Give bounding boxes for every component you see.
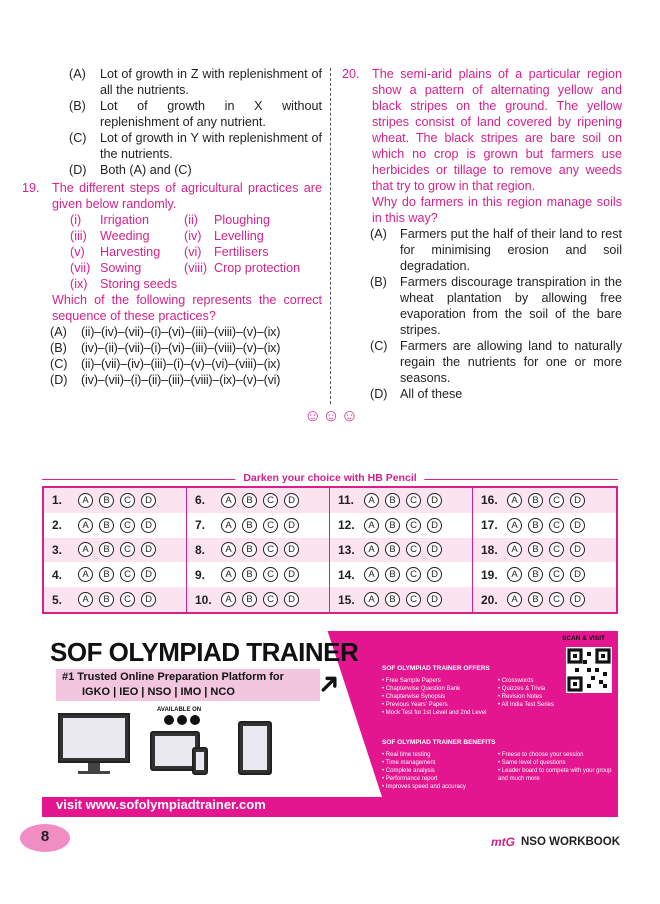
answer-cell bbox=[187, 587, 330, 612]
page-number: 8 bbox=[40, 828, 50, 845]
banner-brand: SOF OLYMPIAD TRAINER bbox=[50, 637, 359, 667]
benefit-item: • Complete analysis bbox=[382, 767, 466, 775]
answer-number: 8. bbox=[195, 542, 206, 557]
answer-cell bbox=[330, 587, 473, 612]
question-19-stem: 19. The different steps of agricultural practices are given below randomly. bbox=[22, 181, 322, 211]
step-num: (iv) bbox=[184, 229, 202, 243]
benefits-list-b bbox=[498, 751, 614, 783]
choice-bubble-a[interactable]: A bbox=[507, 592, 522, 607]
step-text: Fertilisers bbox=[214, 245, 269, 259]
choice-bubble-c[interactable]: C bbox=[549, 592, 564, 607]
answer-number: 10. bbox=[195, 592, 212, 607]
answer-number: 7. bbox=[195, 518, 206, 533]
choice-bubble-d[interactable]: D bbox=[427, 542, 442, 557]
question-20-stem: 20. The semi-arid plains of a particular region show a pattern of alternating yellow and black stripes on the ground. The yellow stripes consist of land covered by ripening wheat. The black stripes are bare soil on which no crop is grown but farmers use herbicides or tillage to remove any weeds that try to grow in that region. bbox=[342, 67, 622, 193]
choice-bubble-a[interactable]: A bbox=[364, 567, 379, 582]
benefit-item: • Performance report bbox=[382, 775, 466, 783]
choice-bubble-d[interactable]: D bbox=[141, 542, 156, 557]
choice-bubble-a[interactable]: A bbox=[78, 567, 93, 582]
answer-cell bbox=[44, 587, 187, 612]
answer-number: 17. bbox=[481, 518, 498, 533]
choice-bubble-d[interactable]: D bbox=[284, 518, 299, 533]
answer-cell bbox=[330, 513, 473, 538]
choice-bubble-b[interactable]: B bbox=[528, 518, 543, 533]
choice-bubble-c[interactable]: C bbox=[120, 493, 135, 508]
choice-bubble-b[interactable]: B bbox=[99, 592, 114, 607]
choice-bubble-b[interactable]: B bbox=[242, 567, 257, 582]
choice-bubble-b[interactable]: B bbox=[385, 493, 400, 508]
answer-cell bbox=[44, 562, 187, 587]
answer-number: 2. bbox=[52, 518, 63, 533]
step-text: Sowing bbox=[100, 261, 142, 275]
offers-title: SOF OLYMPIAD TRAINER OFFERS bbox=[382, 665, 490, 672]
step-text: Storing seeds bbox=[100, 277, 178, 291]
option-18-a: (A) Lot of growth in Z with replenishment of all the nutrients. bbox=[69, 67, 322, 97]
answer-number: 19. bbox=[481, 567, 498, 582]
choice-bubble-c[interactable]: C bbox=[406, 542, 421, 557]
choice-bubble-c[interactable]: C bbox=[120, 592, 135, 607]
option-20-b: (B) Farmers discourage transpiration in the wheat plantation by allowing free evaporation from the soil of the bare stripes. bbox=[370, 275, 622, 337]
choice-bubble-d[interactable]: D bbox=[427, 567, 442, 582]
choice-bubble-c[interactable]: C bbox=[120, 518, 135, 533]
answer-number: 12. bbox=[338, 518, 355, 533]
choice-bubble-c[interactable]: C bbox=[263, 592, 278, 607]
qr-code-icon bbox=[566, 647, 612, 693]
answer-number: 16. bbox=[481, 493, 498, 508]
answer-cell bbox=[330, 562, 473, 587]
available-on-label: AVAILABLE ON bbox=[157, 707, 202, 713]
offer-item: • Free Sample Papers bbox=[382, 677, 486, 685]
question-18-options bbox=[20, 66, 322, 178]
choice-bubble-c[interactable]: C bbox=[406, 493, 421, 508]
answer-number: 5. bbox=[52, 592, 63, 607]
choice-bubble-b[interactable]: B bbox=[99, 542, 114, 557]
choice-bubble-c[interactable]: C bbox=[263, 493, 278, 508]
option-20-a: (A) Farmers put the half of their land to rest for minimising erosion and soil degradation. bbox=[370, 227, 622, 273]
choice-bubble-a[interactable]: A bbox=[221, 592, 236, 607]
answer-number: 1. bbox=[52, 493, 63, 508]
monitor-stand bbox=[88, 763, 100, 771]
choice-bubble-a[interactable]: A bbox=[364, 592, 379, 607]
answer-number: 14. bbox=[338, 567, 355, 582]
step-text: Weeding bbox=[100, 229, 150, 243]
choice-bubble-c[interactable]: C bbox=[120, 567, 135, 582]
column-divider bbox=[330, 68, 331, 404]
step-num: (v) bbox=[70, 245, 85, 259]
store-icons bbox=[164, 715, 200, 725]
offer-item: • Quizzes & Trivia bbox=[498, 685, 554, 693]
option-18-c: (C) Lot of growth in Y with replenishment of the nutrients. bbox=[69, 131, 322, 161]
scan-label: SCAN & VISIT bbox=[562, 635, 605, 642]
book-title: NSO WORKBOOK bbox=[520, 836, 620, 848]
choice-bubble-d[interactable]: D bbox=[570, 567, 585, 582]
choice-bubble-d[interactable]: D bbox=[141, 493, 156, 508]
option-19-a: (A) (ii)–(iv)–(vii)–(i)–(vi)–(iii)–(viii)–(v)–(ix) bbox=[50, 325, 281, 339]
answer-cell bbox=[187, 538, 330, 563]
question-19-question: Which of the following represents the correct sequence of these practices? bbox=[52, 293, 322, 323]
ereader-icon bbox=[238, 721, 272, 775]
choice-bubble-d[interactable]: D bbox=[427, 518, 442, 533]
choice-bubble-a[interactable]: A bbox=[507, 567, 522, 582]
question-19-steps bbox=[70, 212, 322, 292]
offer-item: • Mock Test for 1st Level and 2nd Level bbox=[382, 709, 486, 717]
answer-cell bbox=[330, 538, 473, 563]
benefit-item: • Improves speed and accuracy bbox=[382, 783, 466, 791]
choice-bubble-d[interactable]: D bbox=[570, 592, 585, 607]
smiley-icons: ☺☺☺ bbox=[304, 406, 360, 425]
choice-bubble-c[interactable]: C bbox=[549, 518, 564, 533]
choice-bubble-a[interactable]: A bbox=[507, 518, 522, 533]
answer-number: 18. bbox=[481, 542, 498, 557]
answer-number: 15. bbox=[338, 592, 355, 607]
publisher-logo: mtG bbox=[490, 835, 515, 849]
apple-icon bbox=[164, 715, 174, 725]
choice-bubble-b[interactable]: B bbox=[99, 518, 114, 533]
answer-number: 13. bbox=[338, 542, 355, 557]
answer-cell bbox=[473, 538, 616, 563]
monitor-base bbox=[78, 771, 110, 774]
benefits-list-a bbox=[382, 751, 466, 791]
option-18-d: (D) Both (A) and (C) bbox=[69, 163, 192, 177]
choice-bubble-a[interactable]: A bbox=[78, 493, 93, 508]
choice-bubble-d[interactable]: D bbox=[284, 493, 299, 508]
answer-cell bbox=[44, 538, 187, 563]
choice-bubble-a[interactable]: A bbox=[221, 542, 236, 557]
offer-item: • Chapterwise Question Bank bbox=[382, 685, 486, 693]
answer-number: 4. bbox=[52, 567, 63, 582]
right-column bbox=[340, 66, 622, 402]
choice-bubble-a[interactable]: A bbox=[221, 567, 236, 582]
option-20-c: (C) Farmers are allowing land to naturally regain the nutrients for one or more seasons. bbox=[370, 339, 622, 385]
answer-cell bbox=[44, 488, 187, 513]
banner-olympiads: IGKO | IEO | NSO | IMO | NCO bbox=[82, 686, 235, 698]
answer-sheet-header bbox=[42, 472, 618, 486]
answer-cell bbox=[473, 513, 616, 538]
footer-brand bbox=[491, 835, 620, 849]
choice-bubble-c[interactable]: C bbox=[549, 542, 564, 557]
choice-bubble-a[interactable]: A bbox=[78, 518, 93, 533]
choice-bubble-c[interactable]: C bbox=[263, 567, 278, 582]
answer-cell bbox=[187, 488, 330, 513]
offers-list-a bbox=[382, 677, 486, 717]
choice-bubble-a[interactable]: A bbox=[78, 542, 93, 557]
step-text: Ploughing bbox=[214, 213, 271, 227]
step-text: Harvesting bbox=[100, 245, 161, 259]
choice-bubble-d[interactable]: D bbox=[570, 518, 585, 533]
choice-bubble-d[interactable]: D bbox=[141, 592, 156, 607]
answer-number: 3. bbox=[52, 542, 63, 557]
arrow-icon: ➜ bbox=[309, 664, 348, 703]
choice-bubble-c[interactable]: C bbox=[120, 542, 135, 557]
choice-bubble-b[interactable]: B bbox=[528, 592, 543, 607]
answer-cell bbox=[187, 562, 330, 587]
answer-number: 11. bbox=[338, 493, 355, 508]
choice-bubble-b[interactable]: B bbox=[242, 493, 257, 508]
choice-bubble-d[interactable]: D bbox=[284, 542, 299, 557]
offers-list-b bbox=[498, 677, 554, 709]
choice-bubble-b[interactable]: B bbox=[242, 542, 257, 557]
step-num: (ix) bbox=[70, 277, 88, 291]
answer-cell bbox=[473, 488, 616, 513]
step-text: Irrigation bbox=[100, 213, 149, 227]
choice-bubble-d[interactable]: D bbox=[570, 542, 585, 557]
benefit-item: • Same level of questions bbox=[498, 759, 614, 767]
choice-bubble-a[interactable]: A bbox=[221, 493, 236, 508]
question-19-options bbox=[20, 324, 322, 388]
choice-bubble-c[interactable]: C bbox=[549, 567, 564, 582]
choice-bubble-b[interactable]: B bbox=[385, 592, 400, 607]
step-num: (vi) bbox=[184, 245, 202, 259]
choice-bubble-a[interactable]: A bbox=[221, 518, 236, 533]
choice-bubble-b[interactable]: B bbox=[385, 567, 400, 582]
choice-bubble-d[interactable]: D bbox=[141, 518, 156, 533]
step-num: (vii) bbox=[70, 261, 91, 275]
step-num: (viii) bbox=[184, 261, 208, 275]
option-20-d: (D) All of these bbox=[370, 387, 463, 401]
choice-bubble-c[interactable]: C bbox=[406, 567, 421, 582]
choice-bubble-b[interactable]: B bbox=[242, 518, 257, 533]
answer-cell bbox=[330, 488, 473, 513]
choice-bubble-a[interactable]: A bbox=[364, 542, 379, 557]
banner-tagline: #1 Trusted Online Preparation Platform for bbox=[62, 671, 284, 683]
choice-bubble-d[interactable]: D bbox=[284, 592, 299, 607]
offer-item: • Chapterwise Synopsis bbox=[382, 693, 486, 701]
choice-bubble-a[interactable]: A bbox=[78, 592, 93, 607]
choice-bubble-b[interactable]: B bbox=[528, 542, 543, 557]
choice-bubble-c[interactable]: C bbox=[406, 592, 421, 607]
option-19-d: (D) (iv)–(vii)–(i)–(ii)–(iii)–(viii)–(ix)–(v)–(vi) bbox=[50, 373, 281, 387]
option-19-c: (C) (ii)–(vii)–(iv)–(iii)–(i)–(v)–(vi)–(viii)–(ix) bbox=[50, 357, 281, 371]
answer-cell bbox=[187, 513, 330, 538]
step-num: (iii) bbox=[70, 229, 87, 243]
option-18-b: (B) Lot of growth in X without replenishment of any nutrient. bbox=[69, 99, 322, 129]
choice-bubble-b[interactable]: B bbox=[528, 567, 543, 582]
offer-item: • Crosswords bbox=[498, 677, 554, 685]
phone-icon bbox=[192, 747, 208, 775]
choice-bubble-d[interactable]: D bbox=[427, 493, 442, 508]
offer-item: • Previous Years' Papers bbox=[382, 701, 486, 709]
choice-bubble-c[interactable]: C bbox=[406, 518, 421, 533]
benefit-item: • Freese to choose your session bbox=[498, 751, 614, 759]
windows-icon bbox=[190, 715, 200, 725]
choice-bubble-a[interactable]: A bbox=[364, 518, 379, 533]
choice-bubble-b[interactable]: B bbox=[528, 493, 543, 508]
choice-bubble-a[interactable]: A bbox=[507, 542, 522, 557]
benefit-item: • Time management bbox=[382, 759, 466, 767]
android-icon bbox=[177, 715, 187, 725]
choice-bubble-d[interactable]: D bbox=[141, 567, 156, 582]
choice-bubble-a[interactable]: A bbox=[364, 493, 379, 508]
step-num: (i) bbox=[70, 213, 82, 227]
answer-number: 6. bbox=[195, 493, 206, 508]
choice-bubble-d[interactable]: D bbox=[284, 567, 299, 582]
answer-cell bbox=[473, 587, 616, 612]
step-text: Crop protection bbox=[214, 261, 301, 275]
answer-cell bbox=[44, 513, 187, 538]
choice-bubble-b[interactable]: B bbox=[99, 493, 114, 508]
choice-bubble-c[interactable]: C bbox=[263, 518, 278, 533]
choice-bubble-a[interactable]: A bbox=[507, 493, 522, 508]
promo-banner bbox=[42, 631, 618, 817]
benefit-item: • Leader board to compete with your group and much more bbox=[498, 767, 614, 783]
choice-bubble-b[interactable]: B bbox=[385, 518, 400, 533]
answer-number: 9. bbox=[195, 567, 206, 582]
answer-grid bbox=[42, 486, 618, 614]
step-text: Levelling bbox=[214, 229, 264, 243]
answer-sheet-title: Darken your choice with HB Pencil bbox=[235, 472, 424, 484]
monitor-icon bbox=[58, 713, 130, 763]
banner-url: visit www.sofolympiadtrainer.com bbox=[56, 797, 266, 812]
step-num: (ii) bbox=[184, 213, 198, 227]
choice-bubble-b[interactable]: B bbox=[242, 592, 257, 607]
option-19-b: (B) (iv)–(ii)–(vii)–(i)–(vi)–(iii)–(viii)–(v)–(ix) bbox=[50, 341, 281, 355]
choice-bubble-c[interactable]: C bbox=[263, 542, 278, 557]
answer-cell bbox=[473, 562, 616, 587]
offer-item: • All India Test Series bbox=[498, 701, 554, 709]
benefits-title: SOF OLYMPIAD TRAINER BENEFITS bbox=[382, 739, 496, 746]
page-number-badge bbox=[20, 824, 70, 852]
left-column bbox=[20, 66, 322, 388]
benefit-item: • Real time testing bbox=[382, 751, 466, 759]
choice-bubble-b[interactable]: B bbox=[99, 567, 114, 582]
answer-number: 20. bbox=[481, 592, 498, 607]
choice-bubble-d[interactable]: D bbox=[427, 592, 442, 607]
question-20-question: Why do farmers in this region manage soils in this way? bbox=[372, 195, 622, 225]
choice-bubble-b[interactable]: B bbox=[385, 542, 400, 557]
offer-item: • Revision Notes bbox=[498, 693, 554, 701]
choice-bubble-d[interactable]: D bbox=[570, 493, 585, 508]
choice-bubble-c[interactable]: C bbox=[549, 493, 564, 508]
